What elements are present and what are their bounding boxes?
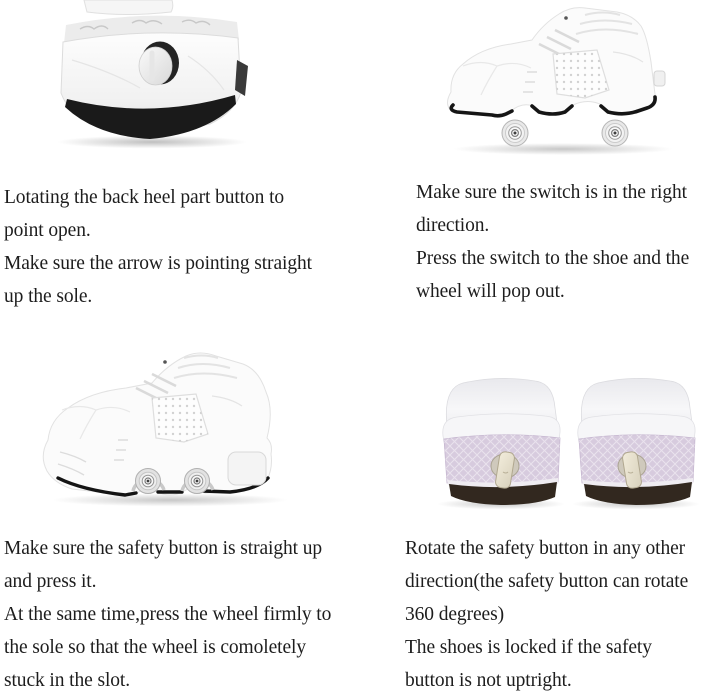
- retracted-front-wheel: [136, 469, 161, 494]
- photo-two-heels-safety-buttons: [435, 372, 700, 512]
- caption-open-step-2: [416, 176, 689, 308]
- skate-shoe-graphic: [448, 8, 673, 155]
- caption-line: and press it.: [4, 571, 97, 592]
- retracted-shoe-graphic: [43, 353, 288, 507]
- caption-line: Make sure the switch is in the right: [416, 182, 687, 203]
- caption-close-step-1: [4, 532, 331, 695]
- caption-line: The shoes is locked if the safety: [405, 637, 652, 658]
- heel-closeup-graphic: [57, 0, 248, 149]
- rear-wheel: [602, 120, 628, 146]
- caption-line: 360 degrees): [405, 604, 504, 625]
- caption-line: button is not uptright.: [405, 670, 572, 691]
- caption-line: the sole so that the wheel is comoletely: [4, 637, 306, 658]
- heel-side-notch: [235, 60, 248, 96]
- photo-shoe-wheels-retracted: [30, 340, 310, 510]
- caption-line: point open.: [4, 220, 91, 241]
- caption-line: up the sole.: [4, 286, 93, 307]
- heel-tab: [654, 71, 665, 86]
- caption-line: direction(the safety button can rotate: [405, 571, 689, 592]
- photo-heel-button-closeup: [40, 0, 260, 150]
- caption-line: wheel will pop out.: [416, 281, 565, 302]
- tongue-logo: [564, 16, 568, 20]
- caption-open-step-1: [4, 181, 312, 313]
- heel-panel: [228, 452, 266, 485]
- left-heel: [437, 378, 565, 509]
- caption-line: Make sure the arrow is pointing straight: [4, 253, 312, 274]
- caption-close-step-2: [405, 532, 688, 695]
- caption-line: direction.: [416, 215, 490, 236]
- caption-line: Rotate the safety button in any other: [405, 538, 686, 559]
- caption-line: Lotating the back heel part button to: [4, 187, 285, 208]
- caption-line: Press the switch to the shoe and the: [416, 248, 690, 269]
- photo-shoe-wheels-out: [435, 2, 685, 157]
- front-wheel: [502, 120, 528, 146]
- caption-line: At the same time,press the wheel firmly to: [4, 604, 332, 625]
- retracted-rear-wheel: [185, 469, 210, 494]
- caption-line: stuck in the slot.: [4, 670, 131, 691]
- caption-line: Make sure the safety button is straight up: [4, 538, 323, 559]
- tongue-logo: [163, 360, 167, 364]
- right-heel: [572, 378, 700, 509]
